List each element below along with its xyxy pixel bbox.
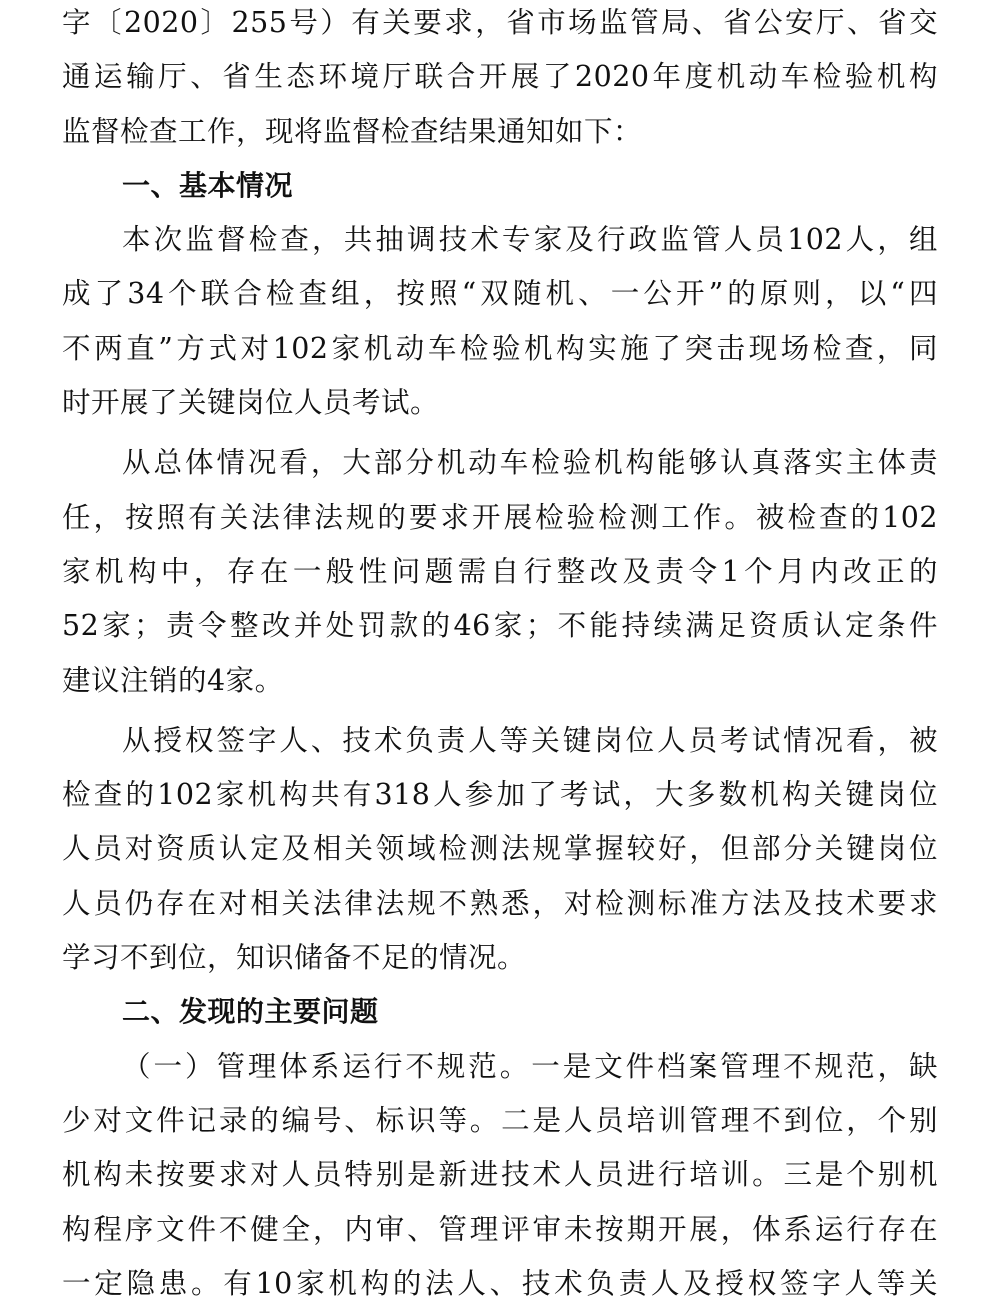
section-heading-basic-situation: 一、基本情况: [122, 168, 294, 202]
text-line: 成了34个联合检查组，按照“双随机、一公开”的原则，以“四: [62, 277, 938, 311]
text-line: 构程序文件不健全，内审、管理评审未按期开展，体系运行存在: [62, 1212, 938, 1246]
text-line: 检查的102家机构共有318人参加了考试，大多数机构关键岗位: [62, 778, 938, 812]
text-line: 家机构中，存在一般性问题需自行整改及责令1个月内改正的: [62, 554, 938, 588]
text-line: 监督检查工作，现将监督检查结果通知如下：: [62, 114, 643, 148]
text-line: 从总体情况看，大部分机动车检验机构能够认真落实主体责: [122, 446, 938, 480]
text-line: 52家；责令整改并处罚款的46家；不能持续满足资质认定条件: [62, 609, 938, 643]
text-line: 人员对资质认定及相关领域检测法规掌握较好，但部分关键岗位: [62, 832, 938, 866]
text-line: 任，按照有关法律法规的要求开展检验检测工作。被检查的102: [62, 500, 938, 534]
intro-paragraph: [62, 0, 938, 159]
text-line: 建议注销的4家。: [62, 663, 284, 697]
text-line: 时开展了关键岗位人员考试。: [62, 386, 440, 420]
section-heading-main-problems: 二、发现的主要问题: [122, 995, 379, 1029]
text-line: 机构未按要求对人员特别是新进技术人员进行培训。三是个别机: [62, 1158, 938, 1192]
text-line: 少对文件记录的编号、标识等。二是人员培训管理不到位，个别: [62, 1103, 938, 1137]
text-line: 本次监督检查，共抽调技术专家及行政监管人员102人，组: [122, 223, 938, 257]
document-body: [62, 0, 938, 1305]
text-line: 学习不到位，知识储备不足的情况。: [62, 941, 527, 975]
text-line: 人员仍存在对相关法律法规不熟悉，对检测标准方法及技术要求: [62, 886, 938, 920]
text-line: 不两直”方式对102家机动车检验机构实施了突击现场检查，同: [62, 331, 938, 365]
section1-paragraph-3: [62, 714, 938, 985]
section2-paragraph-1: [62, 1040, 938, 1305]
section1-paragraph-2: [62, 436, 938, 707]
text-line: （一）管理体系运行不规范。一是文件档案管理不规范，缺: [122, 1049, 938, 1083]
text-line: 一定隐患。有10家机构的法人、技术负责人及授权签字人等关: [62, 1266, 938, 1300]
text-line: 通运输厅、省生态环境厅联合开展了2020年度机动车检验机构: [62, 60, 938, 94]
text-line: 字〔2020〕255号）有关要求，省市场监管局、省公安厅、省交: [62, 6, 938, 39]
section1-paragraph-1: [62, 213, 938, 430]
text-line: 从授权签字人、技术负责人等关键岗位人员考试情况看，被: [122, 723, 938, 757]
